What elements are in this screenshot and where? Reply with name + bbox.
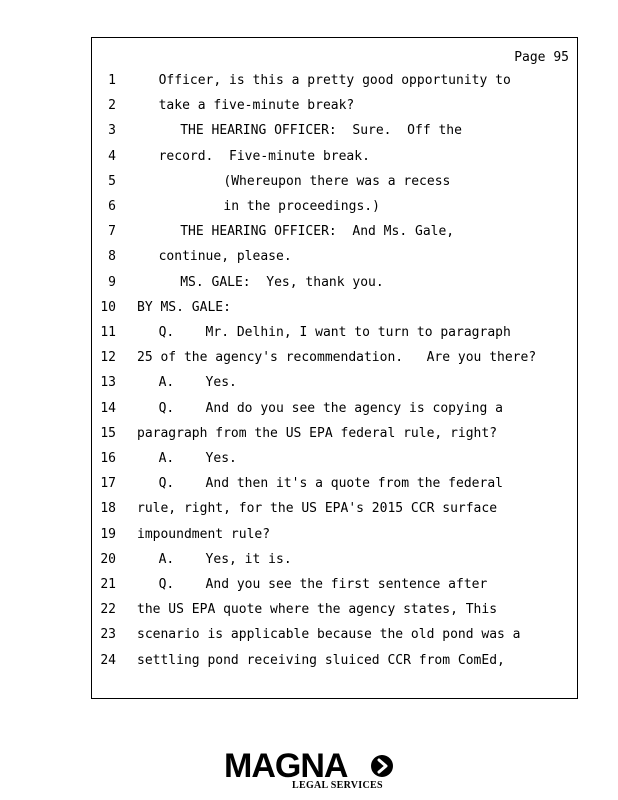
line-text: continue, please.: [158, 249, 292, 265]
line-number: 13: [100, 375, 116, 391]
line-number: 23: [100, 627, 116, 643]
transcript-line: [92, 145, 579, 169]
transcript-page: [91, 37, 578, 699]
transcript-line: [92, 472, 579, 496]
line-number: 15: [100, 425, 116, 441]
line-text: take a five-minute break?: [158, 98, 355, 114]
line-number: 2: [108, 98, 116, 114]
line-number: 8: [108, 249, 116, 265]
transcript-line: [92, 371, 579, 395]
transcript-line: [92, 195, 579, 219]
transcript-line: [92, 649, 579, 673]
line-number: 6: [108, 199, 116, 214]
line-number: 12: [100, 350, 116, 366]
transcript-line: [92, 447, 579, 471]
transcript-line: [92, 523, 579, 547]
logo-wordmark: MAGNA: [224, 747, 348, 785]
transcript-line: [92, 271, 579, 295]
transcript-line: [92, 94, 579, 118]
line-text: Q. And do you see the agency is copying a: [158, 400, 503, 416]
line-text: MS. GALE: Yes, thank you.: [180, 274, 384, 290]
line-text: (Whereupon there was a recess: [223, 173, 451, 189]
page-number: Page 95: [514, 50, 569, 65]
line-number: 5: [108, 173, 116, 189]
line-text: scenario is applicable because the old pond was a: [137, 627, 521, 643]
arrow-circle-icon: [370, 754, 394, 778]
transcript-line: [92, 245, 579, 269]
line-number: 21: [100, 577, 116, 592]
line-text: 25 of the agency's recommendation. Are you there?: [137, 350, 537, 366]
logo-subtitle: LEGAL SERVICES: [292, 780, 383, 791]
line-number: 3: [108, 123, 116, 139]
transcript-line: [92, 321, 579, 345]
line-number: 1: [108, 73, 116, 88]
line-text: Q. Mr. Delhin, I want to turn to paragraph: [158, 325, 511, 340]
line-number: 17: [100, 476, 116, 492]
transcript-line: [92, 346, 579, 370]
line-text: THE HEARING OFFICER: Sure. Off the: [180, 123, 462, 139]
transcript-line: [92, 119, 579, 143]
line-text: rule, right, for the US EPA's 2015 CCR surface: [137, 501, 498, 517]
transcript-line: [92, 170, 579, 194]
line-text: paragraph from the US EPA federal rule, right?: [137, 425, 498, 441]
line-text: settling pond receiving sluiced CCR from ComEd,: [137, 652, 505, 668]
line-text: Officer, is this a pretty good opportunity to: [158, 73, 511, 88]
line-number: 11: [100, 325, 116, 340]
transcript-line: [92, 598, 579, 622]
transcript-line: [92, 573, 579, 597]
line-text: Q. And you see the first sentence after: [158, 577, 488, 592]
magna-logo: [224, 748, 396, 794]
line-text: Q. And then it's a quote from the federal: [158, 476, 503, 492]
line-number: 24: [100, 652, 116, 668]
transcript-line: [92, 296, 579, 320]
line-number: 20: [100, 551, 116, 567]
line-number: 14: [100, 400, 116, 416]
transcript-line: [92, 497, 579, 521]
transcript-line: [92, 397, 579, 421]
line-number: 7: [108, 224, 116, 240]
line-text: A. Yes, it is.: [158, 551, 292, 567]
line-text: THE HEARING OFFICER: And Ms. Gale,: [180, 224, 455, 240]
line-number: 22: [100, 602, 116, 618]
line-number: 4: [108, 148, 116, 164]
transcript-line: [92, 548, 579, 572]
line-text: record. Five-minute break.: [158, 148, 370, 164]
line-text: the US EPA quote where the agency states, This: [137, 602, 498, 618]
line-text: A. Yes.: [158, 451, 237, 466]
transcript-line: [92, 69, 579, 93]
line-number: 16: [100, 451, 116, 466]
line-number: 10: [100, 299, 116, 315]
line-number: 9: [108, 274, 116, 290]
transcript-line: [92, 623, 579, 647]
transcript-line: [92, 422, 579, 446]
line-text: impoundment rule?: [137, 526, 271, 542]
line-text: A. Yes.: [158, 375, 237, 391]
line-number: 19: [100, 526, 116, 542]
line-number: 18: [100, 501, 116, 517]
line-text: BY MS. GALE:: [137, 299, 231, 315]
line-text: in the proceedings.): [223, 199, 380, 214]
transcript-line: [92, 220, 579, 244]
